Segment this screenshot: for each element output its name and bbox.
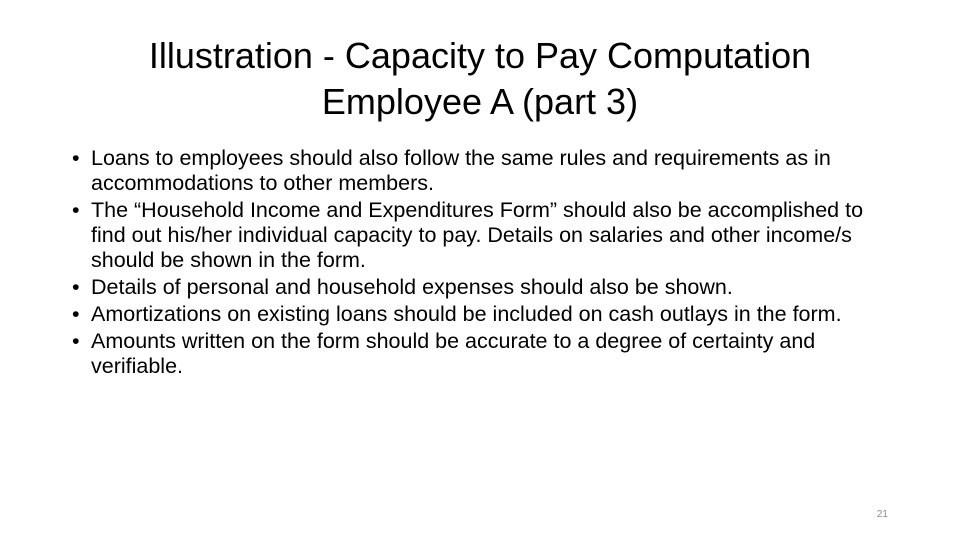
bullet-text: Amortizations on existing loans should be included on cash outlays in the form. <box>91 302 842 326</box>
bullet-item <box>72 329 892 379</box>
bullet-text: The “Household Income and Expenditures Form” should also be accomplished to find out his/her individual capacity to pay. Details on salaries and other income/s should be shown in the form. <box>91 198 864 272</box>
bullet-item <box>72 302 892 327</box>
slide-title-line-2: Employee A (part 3) <box>321 81 639 122</box>
bullet-item <box>72 146 892 196</box>
bullet-dot-icon: • <box>72 275 80 299</box>
page-number: 21 <box>876 509 888 520</box>
bullet-list <box>72 146 892 381</box>
bullet-text: Loans to employees should also follow the same rules and requirements as in accommodations to other members. <box>91 146 831 195</box>
slide-title-line-1: Illustration - Capacity to Pay Computation <box>148 35 812 76</box>
bullet-item <box>72 198 892 273</box>
slide-title <box>60 33 900 125</box>
bullet-dot-icon: • <box>72 329 80 353</box>
bullet-dot-icon: • <box>72 146 80 170</box>
bullet-item <box>72 275 892 300</box>
bullet-dot-icon: • <box>72 302 80 326</box>
bullet-text: Details of personal and household expenses should also be shown. <box>91 275 733 299</box>
bullet-text: Amounts written on the form should be accurate to a degree of certainty and verifiable. <box>91 329 816 378</box>
bullet-dot-icon: • <box>72 198 80 222</box>
